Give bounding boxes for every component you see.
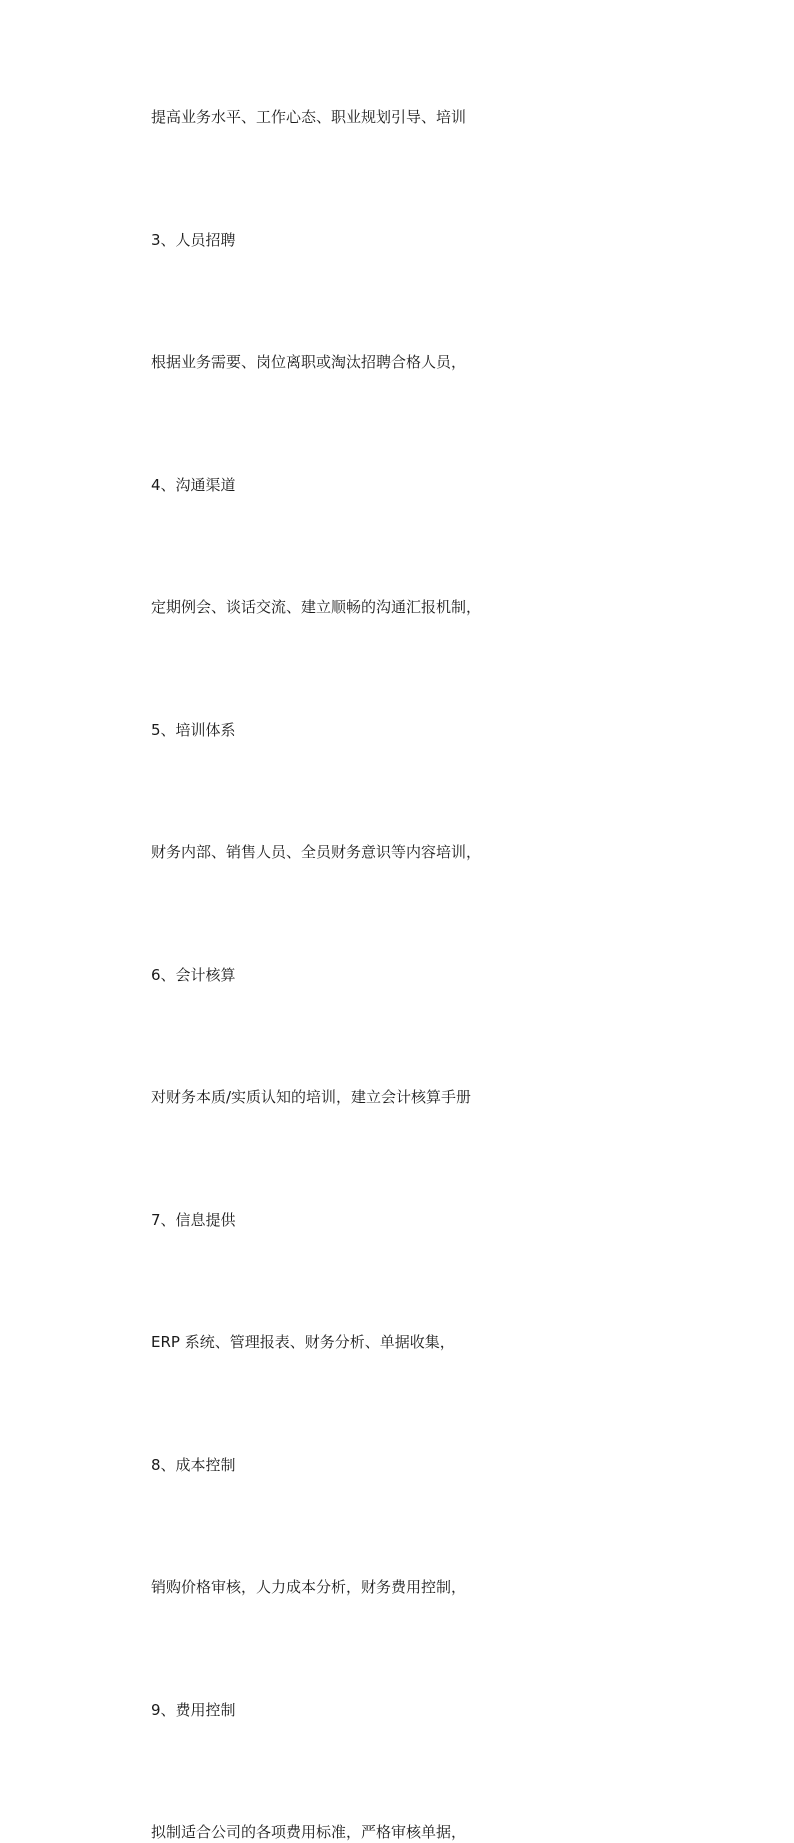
heading-cost-control: 8、成本控制 <box>151 1455 236 1474</box>
paragraph-training-content: 提高业务水平、工作心态、职业规划引导、培训 <box>151 108 467 126</box>
paragraph-training-system: 财务内部、销售人员、全员财务意识等内容培训， <box>151 843 482 861</box>
heading-training-system: 5、培训体系 <box>151 720 236 739</box>
paragraph-communication: 定期例会、谈话交流、建立顺畅的沟通汇报机制， <box>151 598 482 616</box>
paragraph-information: ERP 系统、管理报表、财务分析、单据收集， <box>151 1333 455 1351</box>
heading-recruitment: 3、人员招聘 <box>151 230 236 249</box>
heading-communication: 4、沟通渠道 <box>151 475 236 494</box>
heading-information: 7、信息提供 <box>151 1210 236 1229</box>
paragraph-recruitment: 根据业务需要、岗位离职或淘汰招聘合格人员， <box>151 353 467 371</box>
paragraph-accounting: 对财务本质/实质认知的培训，建立会计核算手册 <box>151 1088 472 1106</box>
heading-accounting: 6、会计核算 <box>151 965 236 984</box>
paragraph-cost-control: 销购价格审核，人力成本分析，财务费用控制， <box>151 1578 467 1596</box>
document-body <box>151 106 711 1843</box>
paragraph-expense-control: 拟制适合公司的各项费用标准，严格审核单据， <box>151 1823 467 1841</box>
heading-expense-control: 9、费用控制 <box>151 1700 236 1719</box>
